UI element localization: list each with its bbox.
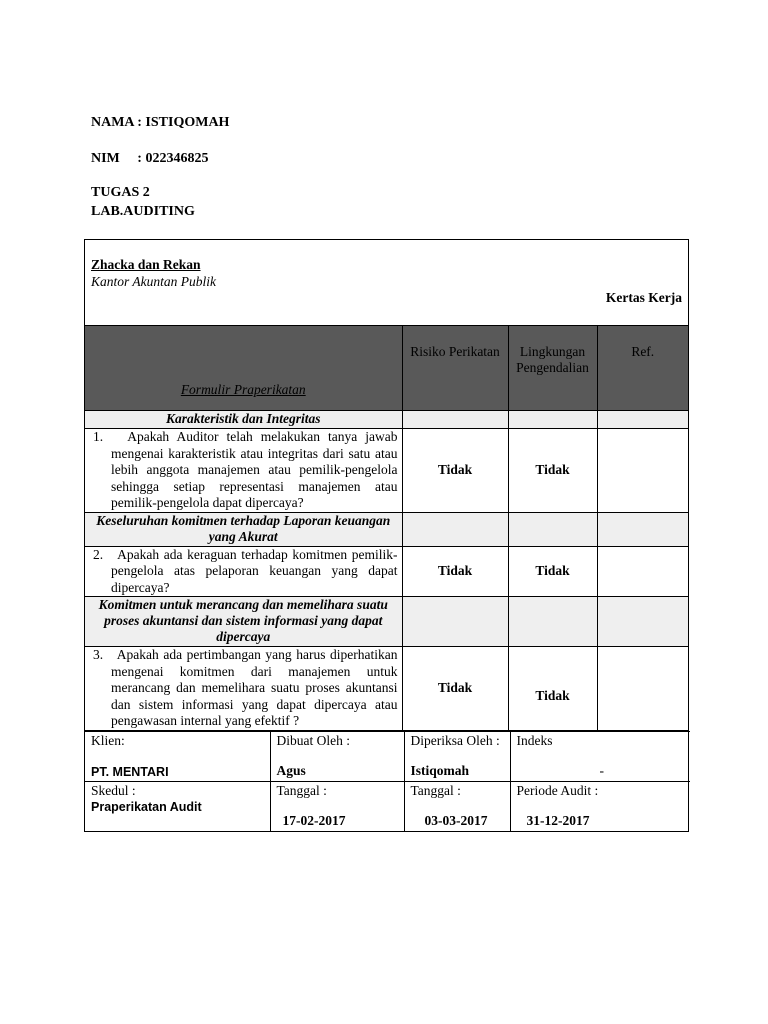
col-risk-header: Risiko Perikatan [402,326,508,411]
ref-cell [597,429,688,513]
risk-answer: Tidak [402,429,508,513]
reviewed-by-cell [404,731,510,781]
risk-answer: Tidak [402,546,508,597]
reviewed-by-label: Diperiksa Oleh : [410,732,500,748]
section-title: Keseluruhan komitmen terhadap Laporan keuangan yang Akurat [85,512,402,546]
env-answer: Tidak [508,647,597,731]
question-text: 3. Apakah ada pertimbangan yang harus diperhatikan mengenai komitmen dari manajemen untuk merancang dan memelihara suatu proses akuntansi dan sistem informasi yang dapat dipercaya atau pengawasan internal yang efektif ? [85,647,402,731]
risk-answer: Tidak [402,647,508,731]
question-text: 2. Apakah ada keraguan terhadap komitmen pemilik-pengelola atas pelaporan keuangan yang dapat dipercaya? [85,546,402,597]
firm-type: Kantor Akuntan Publik [91,274,216,289]
assignment-title: TUGAS 2 [91,185,150,200]
nim-label: NIM [91,151,120,166]
empty-cell [402,597,508,647]
index-label: Indeks [516,732,553,748]
section-row [85,512,688,546]
ref-cell [597,546,688,597]
empty-cell [597,597,688,647]
empty-cell [508,597,597,647]
empty-cell [508,512,597,546]
audit-period-label: Periode Audit : [516,782,599,798]
table-header-row [85,326,688,411]
nim-value: : 022346825 [137,151,209,166]
env-answer: Tidak [508,546,597,597]
question-row [85,546,688,597]
prepared-by-cell [270,731,404,781]
prepared-by-label: Dibuat Oleh : [276,732,350,748]
index-value: - [599,762,604,778]
firm-name: Zhacka dan Rekan [91,257,201,272]
question-row [85,429,688,513]
section-row [85,597,688,647]
col-env-header: Lingkungan Pengendalian [508,326,597,411]
signoff-row [85,781,690,831]
index-cell [510,731,690,781]
date-prepared-value: 17-02-2017 [282,812,346,828]
date-prepared-label: Tanggal : [276,782,327,798]
schedule-value: Praperikatan Audit [91,799,202,814]
client-cell [85,731,270,781]
praperikatan-form [84,239,689,832]
date-prepared-cell [270,781,404,831]
schedule-label: Skedul : [91,782,136,798]
ref-cell [597,647,688,731]
client-label: Klien: [91,732,125,748]
reviewed-by-value: Istiqomah [410,762,470,778]
client-value: PT. MENTARI [91,764,169,779]
empty-cell [508,411,597,429]
signoff-table [85,731,690,831]
empty-cell [597,411,688,429]
question-row [85,647,688,731]
student-name: NAMA : ISTIQOMAH [91,115,230,130]
questionnaire-table [85,326,688,731]
schedule-cell [85,781,270,831]
empty-cell [597,512,688,546]
document-type: Kertas Kerja [605,290,682,305]
empty-cell [402,411,508,429]
audit-period-value: 31-12-2017 [526,812,590,828]
lab-title: LAB.AUDITING [91,204,195,219]
date-reviewed-cell [404,781,510,831]
section-row [85,411,688,429]
signoff-row [85,731,690,781]
section-title: Komitmen untuk merancang dan memelihara suatu proses akuntansi dan sistem informasi yang dapat dipercaya [85,597,402,647]
date-reviewed-value: 03-03-2017 [424,812,488,828]
prepared-by-value: Agus [276,762,306,778]
firm-header [85,240,688,326]
col-ref-header: Ref. [597,326,688,411]
question-text: 1. Apakah Auditor telah melakukan tanya jawab mengenai karakteristik atau integritas dari satu atau lebih anggota manajemen atau pemilik-pengelola sehingga setiap representasi manajemen atau pemilik-pengelola dapat dipercaya? [85,429,402,513]
env-answer: Tidak [508,429,597,513]
empty-cell [402,512,508,546]
audit-period-cell [510,781,690,831]
student-nim [91,151,208,167]
section-title: Karakteristik dan Integritas [85,411,402,429]
date-reviewed-label: Tanggal : [410,782,461,798]
form-title: Formulir Praperikatan [85,326,402,411]
